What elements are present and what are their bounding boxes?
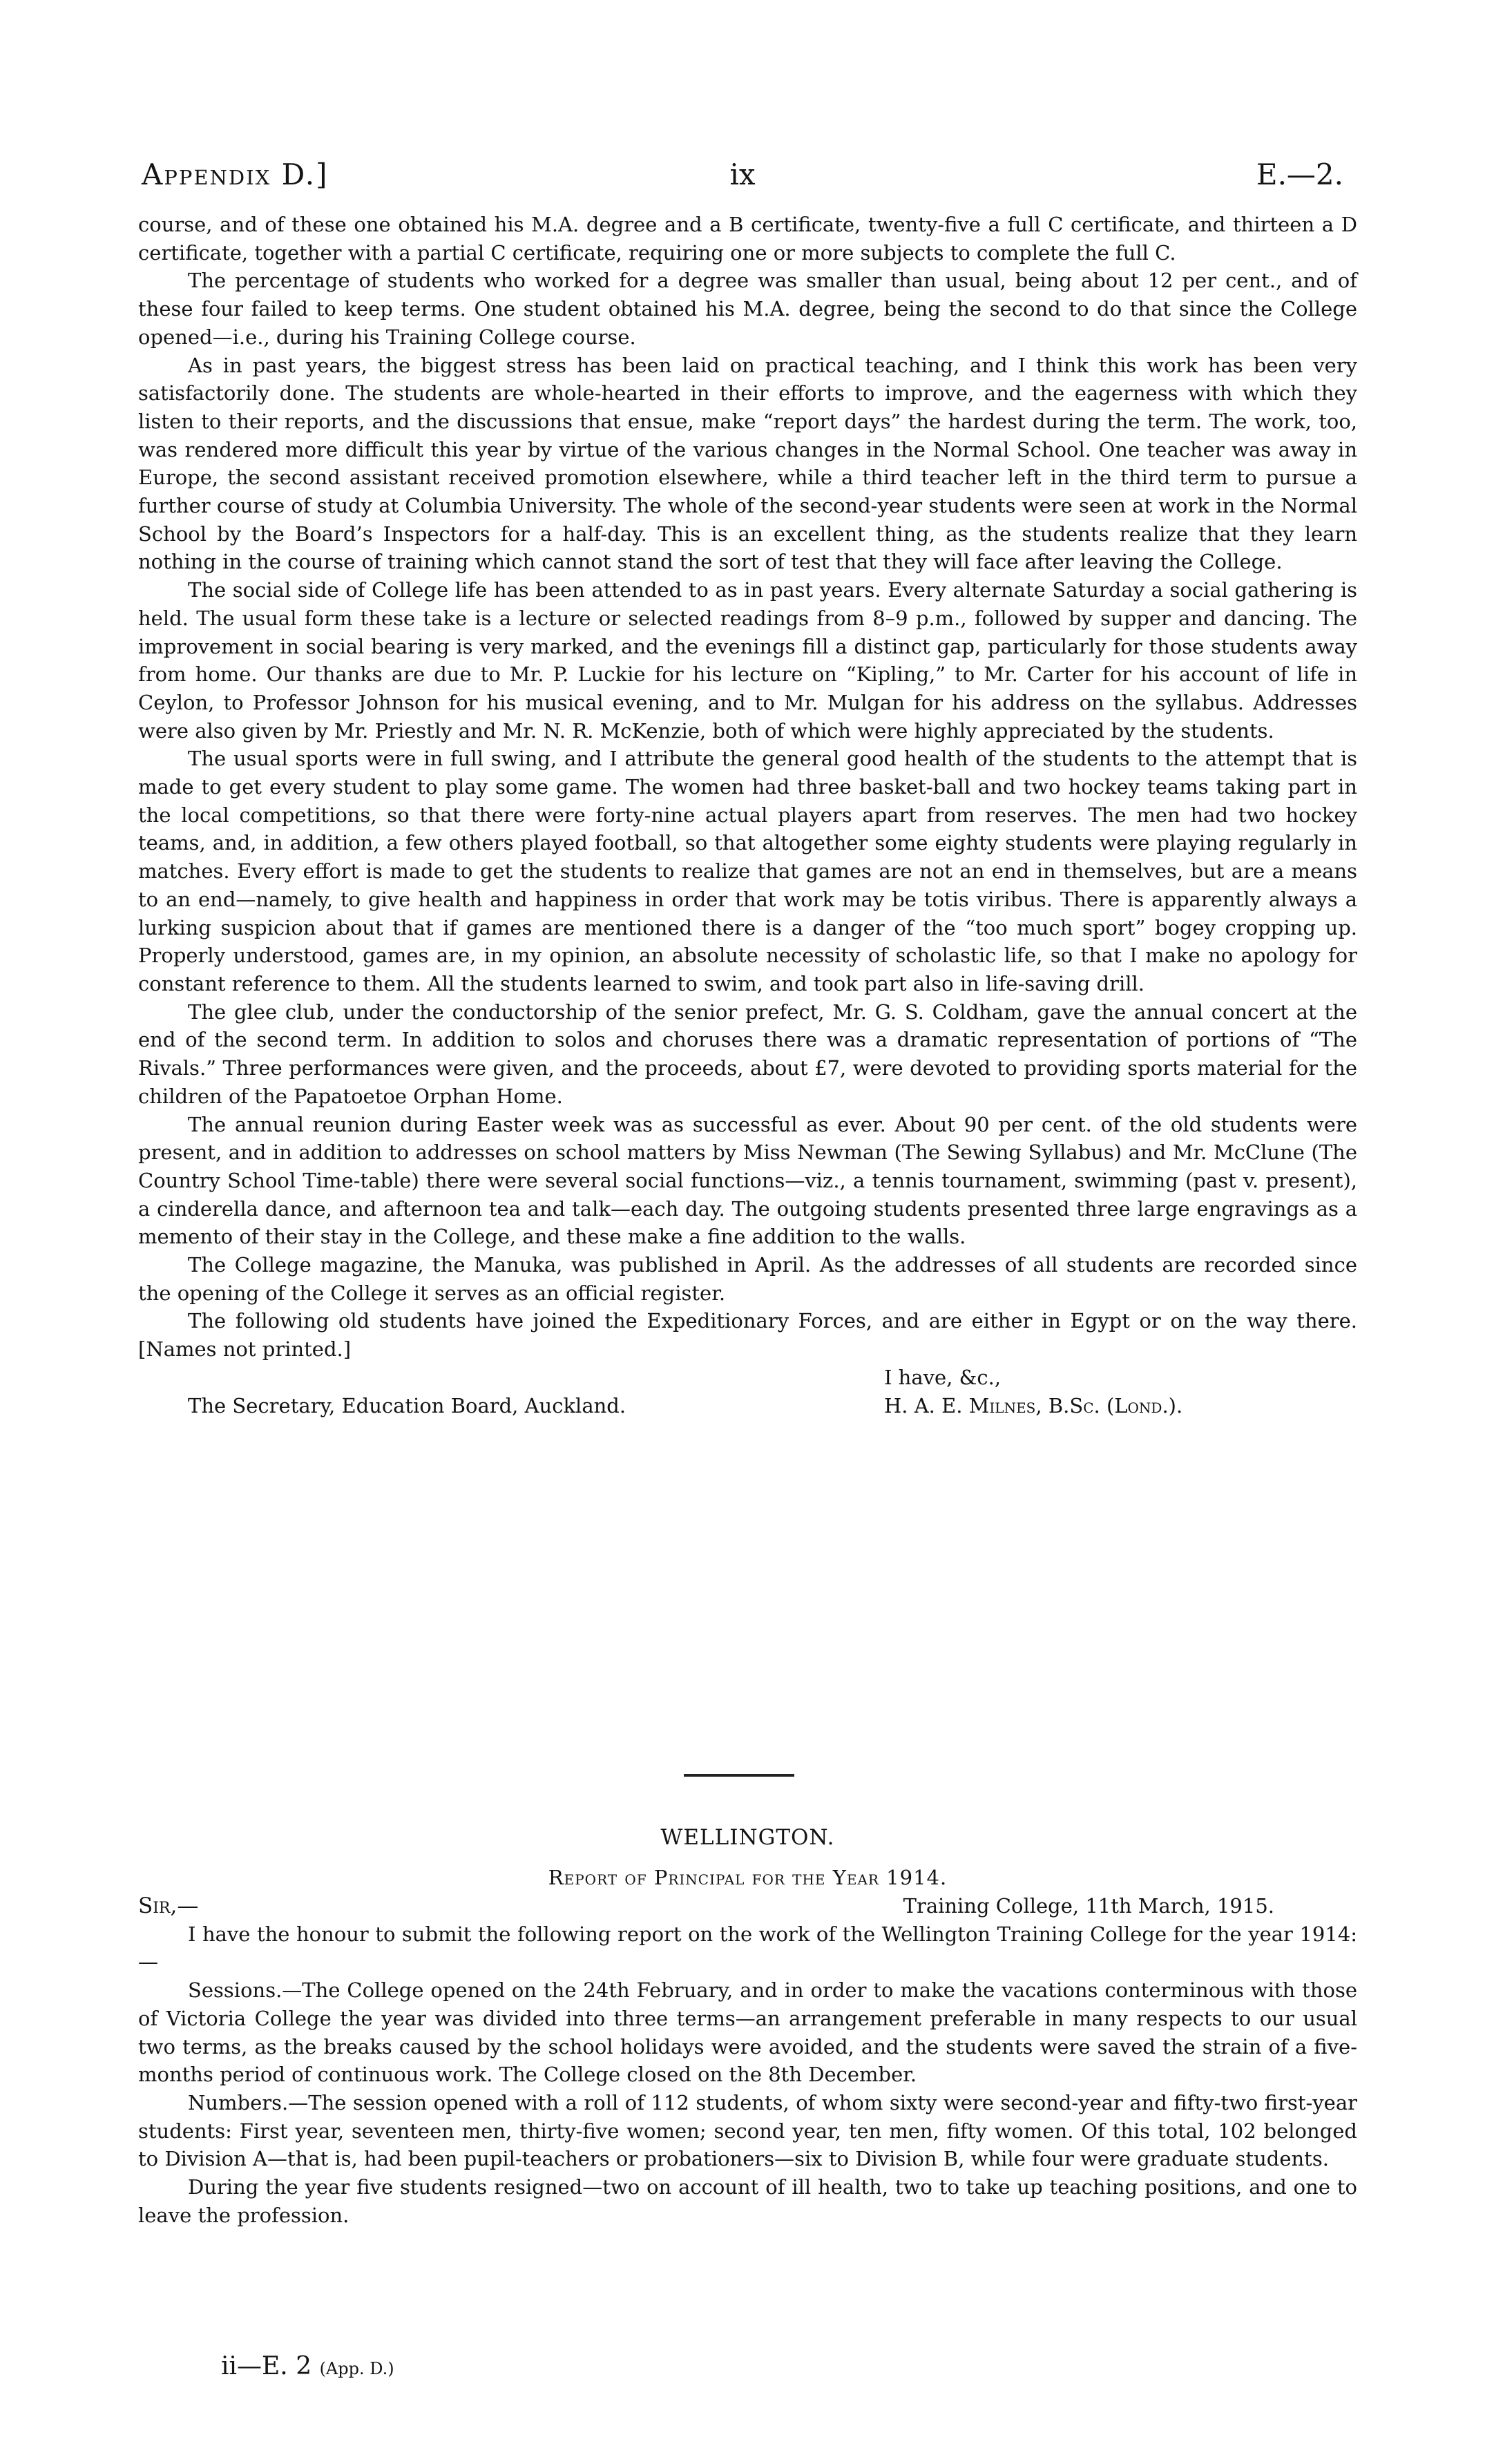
closing-phrase: I have, &c., xyxy=(884,1365,1002,1389)
section-divider xyxy=(684,1774,794,1777)
wellington-report xyxy=(138,1824,1357,2229)
paragraph: The social side of College life has been attended to as in past years. Every alternate Saturday a social gathering is held. The usual form these take is a lecture or selected readings from 8–9 p.m., followed by supper and dancing. The improvement in social bearing is very marked, and the evenings fill a distinct gap, particularly for those students away from home. Our thanks are due to Mr. P. Luckie for his lecture on “Kipling,” to Mr. Carter for his account of life in Ceylon, to Professor Johnson for his musical evening, and to Mr. Mulgan for his address on the syllabus. Addresses were also given by Mr. Priestly and Mr. N. R. McKenzie, both of which were highly appreciated by the students. xyxy=(138,578,1357,743)
dateline: Training College, 11th March, 1915. xyxy=(903,1893,1274,1918)
signoff-block xyxy=(138,1364,1357,1420)
paragraph: During the year five students resigned—two on account of ill health, two to take up teaching positions, and one to leave the profession. xyxy=(138,2175,1357,2227)
salutation: Sir,— xyxy=(138,1893,199,1918)
paragraph: The usual sports were in full swing, and I attribute the general good health of the students to the attempt that is made to get every student to play some game. The women had three basket-ball and two hockey teams taking part in the local competitions, so that there were forty-nine actual players apart from reserves. The men had two hockey teams, and, in addition, a few others played football, so that altogether some eighty students were playing regularly in matches. Every effort is made to get the students to realize that games are not an end in themselves, but are a means to an end—namely, to give health and happiness in order that work may be totis viribus. There is apparently always a lurking suspicion about that if games are mentioned there is a danger of the “too much sport” bogey cropping up. Properly understood, games are, in my opinion, an absolute necessity of scholastic life, so that I make no apology for constant reference to them. All the students learned to swim, and took part also in life-saving drill. xyxy=(138,747,1357,995)
salutation-row xyxy=(138,1892,1357,1920)
addressee: The Secretary, Education Board, Auckland. xyxy=(188,1393,626,1417)
paragraph: The glee club, under the conductorship of the senior prefect, Mr. G. S. Coldham, gave the annual concert at the end of the second term. In addition to solos and choruses there was a dramatic representation of portions of “The Rivals.” Three performances were given, and the proceeds, about £7, were devoted to providing sports material for the children of the Papatoetoe Orphan Home. xyxy=(138,1000,1357,1108)
paragraph: As in past years, the biggest stress has been laid on practical teaching, and I think this work has been very satisfactorily done. The students are whole-hearted in their efforts to improve, and the eagerness with which they listen to their reports, and the discussions that ensue, make “report days” the hardest during the term. The work, too, was rendered more difficult this year by virtue of the various changes in the Normal School. One teacher was away in Europe, the second assistant received promotion elsewhere, while a third teacher left in the third term to pursue a further course of study at Columbia University. The whole of the second-year students were seen at work in the Normal School by the Board’s Inspectors for a half-day. This is an excellent thing, as the students realize that they learn nothing in the course of training which cannot stand the sort of test that they will face after leaving the College. xyxy=(138,353,1357,574)
footer-code: ii—E. 2 xyxy=(221,2352,312,2380)
running-header xyxy=(142,157,1343,199)
paragraph: Sessions.—The College opened on the 24th February, and in order to make the vacations conterminous with those of Victoria College the year was divided into three terms—an arrangement preferable in many respects to our usual two terms, as the breaks caused by the school holidays were avoided, and the students were saved the strain of a five-months period of continuous work. The College closed on the 8th December. xyxy=(138,1978,1357,2087)
paragraph: The College magazine, the Manuka, was published in April. As the addresses of all students are recorded since the opening of the College it serves as an official register. xyxy=(138,1253,1357,1305)
paragraph: I have the honour to submit the following report on the work of the Wellington Training College for the year 1914:— xyxy=(138,1922,1357,1974)
paragraph: The percentage of students who worked for a degree was smaller than usual, being about 12 per cent., and of these four failed to keep terms. One student obtained his M.A. degree, being the second to do that since the College opened—i.e., during his Training College course. xyxy=(138,269,1357,349)
paragraph: The annual reunion during Easter week was as successful as ever. About 90 per cent. of the old students were present, and in addition to addresses on school matters by Miss Newman (The Sewing Syllabus) and Mr. McClune (The Country School Time-table) there were several social functions—viz., a tennis tournament, swimming (past v. present), a cinderella dance, and afternoon tea and talk—each day. The outgoing students presented three large engravings as a memento of their stay in the College, and these make a fine addition to the walls. xyxy=(138,1112,1357,1249)
auckland-report-continuation xyxy=(138,211,1357,1420)
header-appendix: Appendix D.] xyxy=(142,157,329,191)
section-title: WELLINGTON. xyxy=(660,1825,835,1850)
footer-appendix: (App. D.) xyxy=(319,2359,394,2378)
section-subtitle: Report of Principal for the Year 1914. xyxy=(548,1866,948,1889)
signature: H. A. E. Milnes, B.Sc. (Lond.). xyxy=(884,1393,1183,1417)
header-document-code: E.—2. xyxy=(1256,157,1343,191)
paragraph: The following old students have joined the Expeditionary Forces, and are either in Egypt or on the way there. [Names not printed.] xyxy=(138,1309,1357,1362)
header-page-number: ix xyxy=(729,157,756,191)
paragraph: course, and of these one obtained his M.A. degree and a B certificate, twenty-five a full C certificate, and thirteen a D certificate, together with a partial C certificate, requiring one or more subjects to complete the full C. xyxy=(138,213,1357,265)
signature-mark xyxy=(221,2352,394,2380)
paragraph: Numbers.—The session opened with a roll of 112 students, of whom sixty were second-year and fifty-two first-year students: First year, seventeen men, thirty-five women; second year, ten men, fifty women. Of this total, 102 belonged to Division A—that is, had been pupil-teachers or probationers—six to Division B, while four were graduate students. xyxy=(138,2090,1357,2171)
